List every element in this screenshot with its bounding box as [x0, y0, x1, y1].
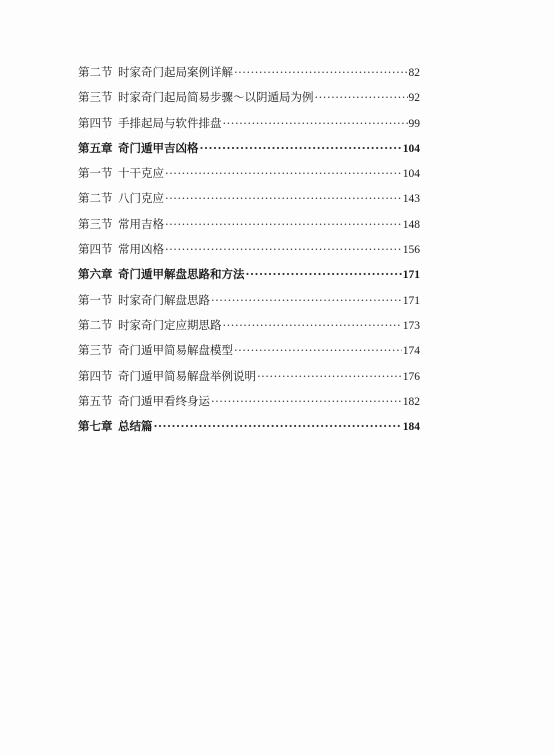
- toc-page-number: 176: [402, 370, 420, 383]
- toc-label: 第二节: [78, 317, 113, 332]
- dot-leader: [200, 136, 402, 161]
- toc-page-number: 104: [402, 168, 420, 181]
- toc-title: 奇门遁甲解盘思路和方法: [118, 267, 245, 282]
- toc-page-number: 99: [408, 117, 420, 130]
- toc-page-number: 82: [408, 67, 420, 79]
- dot-leader: [257, 364, 402, 389]
- toc-title: 时家奇门起局简易步骤～以阴遁局为例: [118, 90, 314, 105]
- toc-page-number: 148: [402, 218, 420, 231]
- dot-leader: [211, 389, 402, 414]
- toc-title: 常用凶格: [118, 242, 164, 257]
- toc-title: 常用吉格: [118, 216, 164, 231]
- toc-entry-9: [78, 288, 420, 313]
- toc-title: 时家奇门定应期思路: [118, 317, 222, 332]
- toc-title: 十干克应: [118, 166, 164, 181]
- toc-label: 第四节: [78, 368, 113, 383]
- toc-page-number: 156: [402, 244, 420, 257]
- toc-label: 第七章: [78, 419, 113, 434]
- toc-entry-1: [78, 85, 420, 110]
- toc-title: 奇门遁甲看终身运: [118, 393, 210, 408]
- toc-title: 奇门遁甲吉凶格: [118, 140, 199, 155]
- dot-leader: [246, 262, 402, 287]
- toc-title: 八门克应: [118, 191, 164, 206]
- toc-page-number: 184: [402, 421, 420, 434]
- toc-label: 第三节: [78, 90, 113, 105]
- toc-label: 第三节: [78, 216, 113, 231]
- toc-title: 奇门遁甲简易解盘模型: [118, 343, 233, 358]
- toc-title: 时家奇门起局案例详解: [118, 65, 233, 79]
- toc-label: 第五章: [78, 140, 113, 155]
- toc-page-number: 92: [408, 92, 420, 105]
- dot-leader: [211, 288, 402, 313]
- toc-label: 第五节: [78, 393, 113, 408]
- toc-entry-10: [78, 313, 420, 338]
- toc-entry-12: [78, 364, 420, 389]
- toc-entry-11: [78, 338, 420, 363]
- toc-title: 奇门遁甲简易解盘举例说明: [118, 368, 256, 383]
- dot-leader: [234, 60, 408, 85]
- dot-leader: [165, 237, 402, 262]
- toc-page-number: 182: [402, 395, 420, 408]
- dot-leader: [315, 85, 408, 110]
- dot-leader: [223, 111, 408, 136]
- toc-entry-7: [78, 237, 420, 262]
- toc-page-number: 143: [402, 193, 420, 206]
- toc-entry-2: [78, 111, 420, 136]
- toc-title: 总结篇: [118, 419, 153, 434]
- dot-leader: [165, 212, 402, 237]
- toc-title: 手排起局与软件排盘: [118, 115, 222, 130]
- dot-leader: [223, 313, 402, 338]
- toc-page-number: 173: [402, 319, 420, 332]
- dot-leader: [165, 161, 402, 186]
- dot-leader: [165, 186, 402, 211]
- toc-entry-6: [78, 212, 420, 237]
- dot-leader: [234, 338, 402, 363]
- toc-label: 第四节: [78, 242, 113, 257]
- toc-entry-5: [78, 186, 420, 211]
- toc-entry-3: [78, 136, 420, 161]
- toc-page-number: 171: [402, 269, 420, 282]
- toc-entry-0: [78, 60, 420, 85]
- toc-label: 第二节: [78, 191, 113, 206]
- table-of-contents: [78, 60, 420, 439]
- dot-leader: [154, 414, 402, 439]
- toc-entry-14: [78, 414, 420, 439]
- toc-page-number: 174: [402, 345, 420, 358]
- toc-title: 时家奇门解盘思路: [118, 292, 210, 307]
- toc-label: 第六章: [78, 267, 113, 282]
- toc-label: 第四节: [78, 115, 113, 130]
- toc-entry-4: [78, 161, 420, 186]
- toc-label: 第一节: [78, 292, 113, 307]
- toc-page-number: 171: [402, 294, 420, 307]
- toc-entry-8: [78, 262, 420, 287]
- toc-label: 第三节: [78, 343, 113, 358]
- toc-label: 第一节: [78, 166, 113, 181]
- toc-entry-13: [78, 389, 420, 414]
- toc-label: 第二节: [78, 65, 113, 79]
- toc-page-number: 104: [402, 142, 420, 155]
